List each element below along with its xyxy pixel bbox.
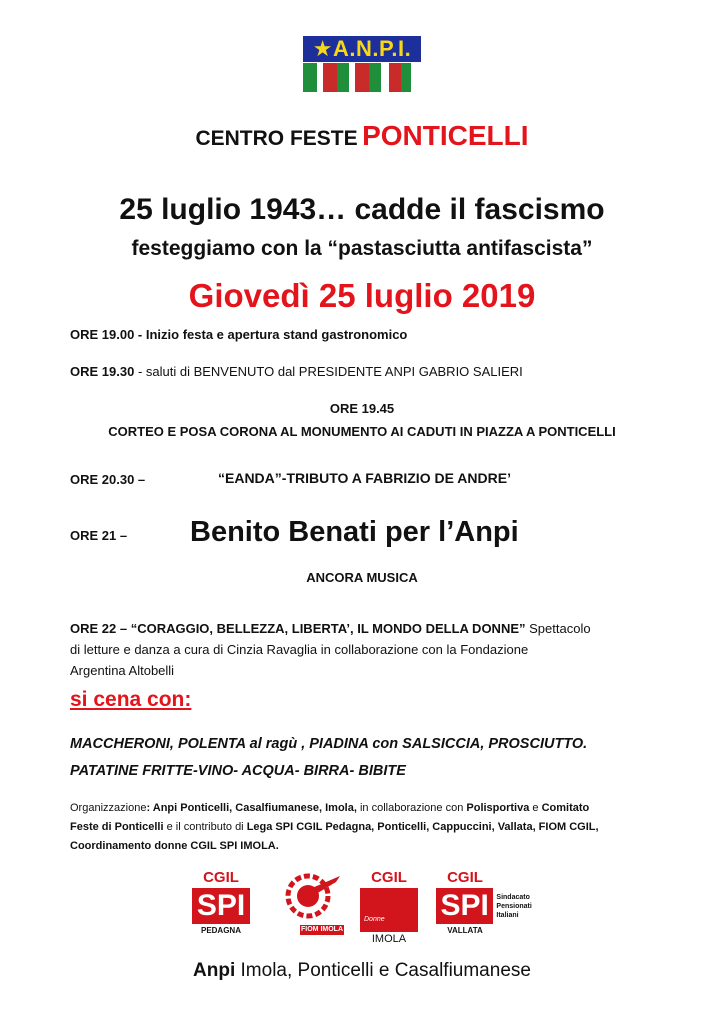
- fiom-gear-icon: [282, 870, 346, 920]
- anpi-logo-text: ★A.N.P.I.: [303, 36, 421, 62]
- program-text-6: ANCORA MUSICA: [306, 570, 418, 585]
- program-text: Inizio festa e apertura stand gastronomico: [142, 327, 408, 342]
- venue-header: [0, 120, 724, 152]
- program-item-1: [70, 326, 407, 344]
- program-text: Spettacolo: [525, 621, 591, 636]
- dinner-menu-2: PATATINE FRITTE-VINO- ACQUA- BIRRA- BIBITE: [70, 763, 406, 779]
- cgil-spi-vallata-logo: CGIL SPI Sindacato Pensionati Italiani VALLATA: [436, 870, 536, 936]
- program-time: ORE 22 – “CORAGGIO, BELLEZZA, LIBERTA’, IL MONDO DELLA DONNE”: [70, 621, 526, 636]
- footer: [0, 960, 724, 982]
- program-text-4: “EANDA”-TRIBUTO A FABRIZIO DE ANDRE’: [218, 470, 511, 486]
- cgil-spi-pedagna-logo: CGIL SPI PEDAGNA: [192, 870, 250, 936]
- footer-rest: Imola, Ponticelli e Casalfiumanese: [235, 960, 531, 981]
- program-item-2: [70, 363, 523, 381]
- program-time-4: ORE 20.30 –: [70, 472, 146, 487]
- cgil-donne-imola-logo: CGIL Donne IMOLA: [360, 870, 418, 946]
- organization-text: Organizzazione: Anpi Ponticelli, Casalfiumanese, Imola, in collaborazione con Polisportiva e Comitato Feste di Ponticelli e il contributo di Lega SPI CGIL Pedagna, Ponticelli, Cappuccini, Vallata, FIOM CGIL, Coordinamento donne CGIL SPI IMOLA.: [70, 802, 599, 852]
- program-text-3: CORTEO E POSA CORONA AL MONUMENTO AI CADUTI IN PIAZZA A PONTICELLI: [108, 424, 616, 439]
- org-label: Organizzazione: [70, 802, 147, 814]
- program-text: Argentina Altobelli: [70, 663, 175, 678]
- footer-bold: Anpi: [193, 960, 236, 981]
- program-time: ORE 19.00 -: [70, 327, 143, 342]
- event-date: Giovedì 25 luglio 2019: [188, 277, 536, 314]
- venue-place: PONTICELLI: [362, 120, 529, 151]
- program-text: di letture e danza a cura di Cinzia Ravaglia in collaborazione con la Fondazione: [70, 642, 529, 657]
- venue-prefix: CENTRO FESTE: [195, 127, 358, 150]
- headline-title: 25 luglio 1943… cadde il fascismo: [119, 193, 605, 226]
- program-time-5: ORE 21 –: [70, 528, 128, 543]
- dinner-title: si cena con:: [70, 688, 192, 711]
- program-text-5: Benito Benati per l’Anpi: [190, 516, 519, 548]
- program-item-7: [70, 618, 670, 681]
- donne-red-block: Donne: [360, 888, 418, 932]
- tricolor-flag: [303, 63, 421, 92]
- program-time: ORE 19.30: [70, 364, 135, 379]
- anpi-logo: [303, 36, 421, 92]
- program-text: - saluti di BENVENUTO dal PRESIDENTE ANPI GABRIO SALIERI: [134, 364, 523, 379]
- program-time-3: ORE 19.45: [329, 401, 395, 416]
- headline-subtitle: festeggiamo con la “pastasciutta antifascista”: [131, 237, 593, 260]
- dinner-menu-1: MACCHERONI, POLENTA al ragù , PIADINA con SALSICCIA, PROSCIUTTO.: [70, 736, 588, 752]
- fiom-imola-logo: FIOM IMOLA: [282, 870, 346, 932]
